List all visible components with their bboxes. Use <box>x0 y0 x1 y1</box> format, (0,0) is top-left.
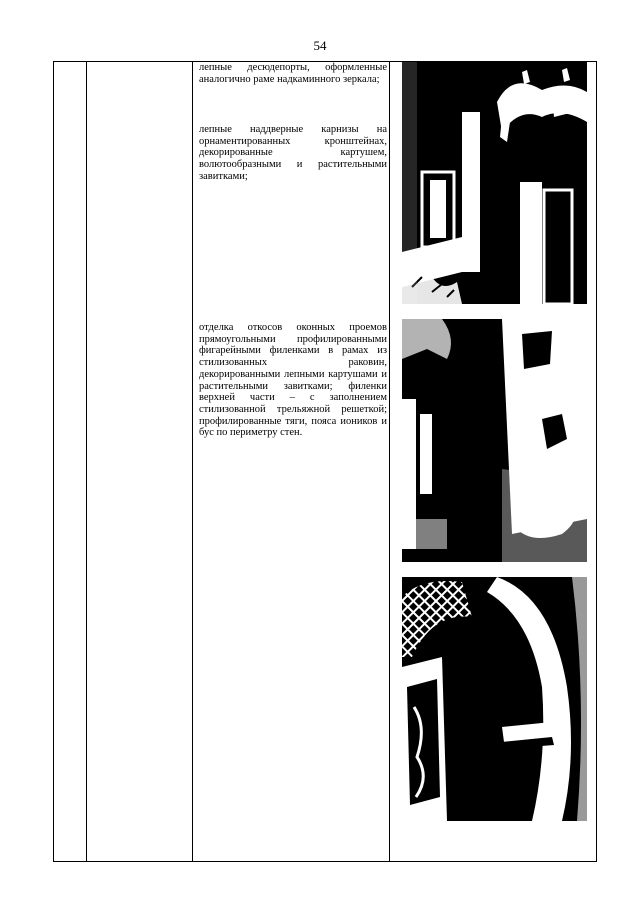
description-1: лепные десюдепорты, оформленные аналогично раме надкаминного зеркала; <box>199 62 387 85</box>
photo-window-reveal <box>402 319 587 562</box>
column-divider-1 <box>86 62 87 861</box>
content-table <box>53 61 597 862</box>
column-divider-3 <box>389 62 390 861</box>
description-3: отделка откосов оконных проемов прямоугольными профилированными фигарейными филенками в рамах из стилизованных раковин, декорированными лепными картушами и растительными завитками; филенки верхней части – с заполнением стилизованной трельяжной решеткой; профилированные тяги, пояса иоников и бус по периметру стен. <box>199 322 387 439</box>
column-divider-2 <box>192 62 193 861</box>
photo-doorway-cornice <box>402 62 587 304</box>
photo-arched-trellis-panel <box>402 577 587 821</box>
description-2: лепные наддверные карнизы на орнаментированных кронштейнах, декорированные картушем, волютообразными и растительными завитками; <box>199 124 387 182</box>
page-number: 54 <box>313 38 327 53</box>
